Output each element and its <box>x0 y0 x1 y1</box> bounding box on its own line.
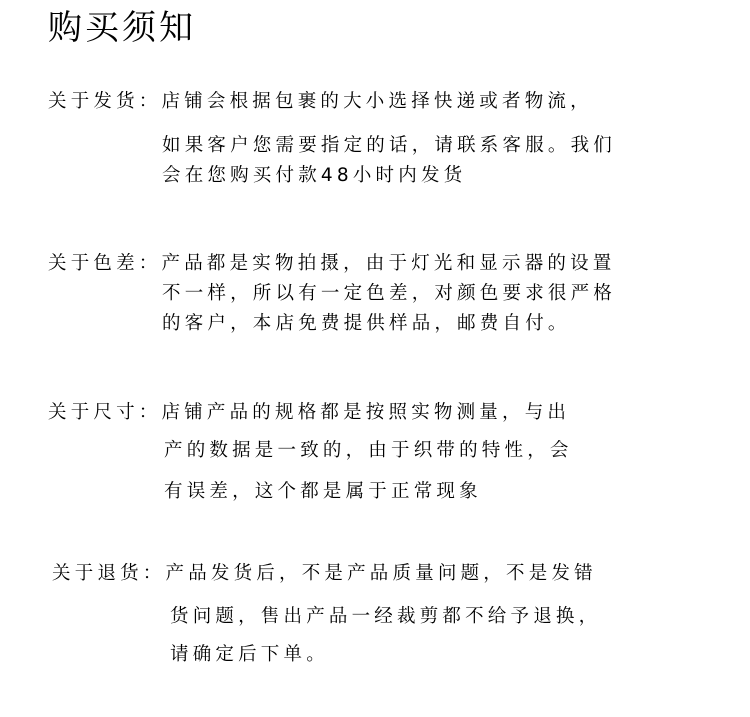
section-size-line-1: 关于尺寸：店铺产品的规格都是按照实物测量，与出 <box>48 402 571 423</box>
section-color-line-3: 的客户，本店免费提供样品，邮费自付。 <box>162 313 571 334</box>
section-shipping-line-3: 会在您购买付款48小时内发货 <box>162 165 467 186</box>
section-returns-line-3: 请确定后下单。 <box>170 644 329 665</box>
section-shipping-line-1: 关于发货：店铺会根据包裹的大小选择快递或者物流， <box>48 91 593 112</box>
section-color-line-1: 关于色差：产品都是实物拍摄，由于灯光和显示器的设置 <box>48 253 616 274</box>
section-returns-line-2: 货问题，售出产品一经裁剪都不给予退换， <box>170 606 602 627</box>
section-shipping-line-2: 如果客户您需要指定的话，请联系客服。我们 <box>162 135 617 156</box>
section-size-line-3: 有误差，这个都是属于正常现象 <box>164 481 482 502</box>
page-title: 购买须知 <box>48 8 196 48</box>
section-returns-line-1: 关于退货：产品发货后，不是产品质量问题，不是发错 <box>52 563 597 584</box>
section-color-line-2: 不一样，所以有一定色差，对颜色要求很严格 <box>162 283 617 304</box>
section-size-line-2: 产的数据是一致的，由于织带的特性，会 <box>164 440 573 461</box>
